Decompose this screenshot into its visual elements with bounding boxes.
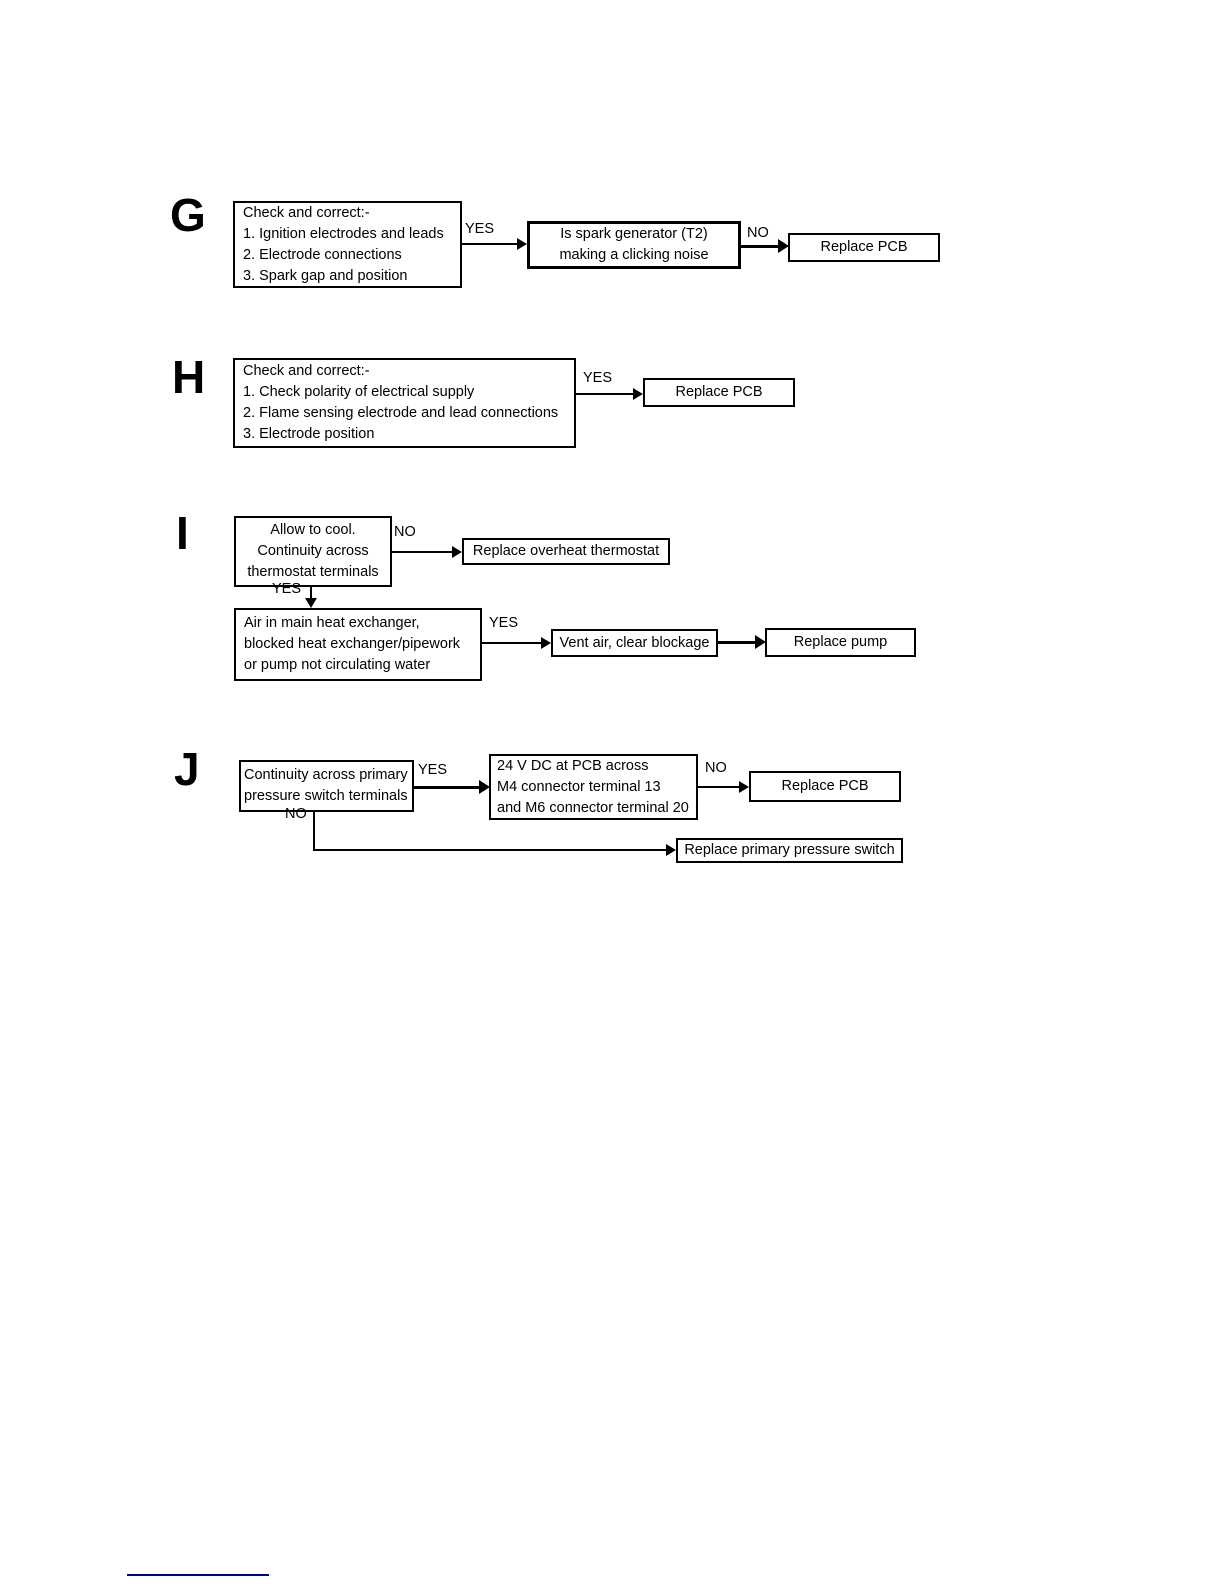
arrowhead-right-icon bbox=[739, 781, 749, 793]
arrow-line bbox=[482, 642, 541, 644]
box-text-line: making a clicking noise bbox=[559, 247, 709, 263]
section-h-label: H bbox=[172, 351, 206, 403]
box-text-line: Continuity across primary bbox=[244, 767, 408, 783]
arrow-line bbox=[718, 641, 755, 644]
arrowhead-down-icon bbox=[305, 598, 317, 608]
box-text-line: 3. Electrode position bbox=[243, 426, 375, 442]
box-text-line: 2. Electrode connections bbox=[243, 246, 402, 263]
box-text-line: or pump not circulating water bbox=[244, 657, 431, 673]
box-text-line: pressure switch terminals bbox=[244, 788, 408, 804]
box-text-line: blocked heat exchanger/pipework bbox=[244, 636, 461, 652]
footer-rule bbox=[127, 1574, 269, 1576]
no-label: NO bbox=[705, 760, 727, 776]
yes-label: YES bbox=[418, 762, 448, 778]
box-text-line: 1. Ignition electrodes and leads bbox=[243, 225, 444, 242]
arrow-line bbox=[576, 393, 634, 395]
arrow-line bbox=[313, 812, 315, 851]
box-text-line: Allow to cool. bbox=[270, 522, 356, 538]
arrowhead-right-icon bbox=[541, 637, 551, 649]
no-label: NO bbox=[747, 225, 769, 241]
box-thermostat-continuity bbox=[234, 516, 392, 587]
box-check-correct-ignition bbox=[233, 201, 462, 288]
box-text-line: 3. Spark gap and position bbox=[243, 267, 408, 284]
section-g-label: G bbox=[170, 189, 206, 241]
box-text-line: Is spark generator (T2) bbox=[560, 226, 708, 242]
box-text-line: Check and correct:- bbox=[243, 363, 370, 379]
box-text-line: Replace PCB bbox=[675, 384, 763, 400]
arrowhead-right-icon bbox=[517, 238, 527, 250]
box-text-line: Replace PCB bbox=[820, 239, 908, 255]
box-check-correct-flame-sensing bbox=[233, 358, 576, 448]
box-replace-overheat-thermostat bbox=[462, 538, 670, 565]
yes-label: YES bbox=[489, 615, 519, 631]
arrowhead-right-icon bbox=[452, 546, 462, 558]
box-text-line: thermostat terminals bbox=[247, 564, 379, 580]
arrow-line bbox=[741, 245, 780, 248]
section-j-label: J bbox=[174, 743, 200, 795]
arrow-line bbox=[462, 243, 518, 245]
box-text-line: 24 V DC at PCB across bbox=[497, 757, 649, 774]
box-text-line: Replace primary pressure switch bbox=[684, 842, 895, 858]
box-air-in-heat-exchanger bbox=[234, 608, 482, 681]
box-text-line: and M6 connector terminal 20 bbox=[497, 799, 689, 816]
yes-label: YES bbox=[272, 581, 302, 597]
box-text-line: Replace pump bbox=[793, 634, 888, 650]
arrow-line bbox=[698, 786, 739, 788]
box-vent-air-clear-blockage bbox=[551, 629, 718, 657]
box-spark-generator-question bbox=[527, 221, 741, 269]
box-24vdc-at-pcb bbox=[489, 754, 698, 820]
yes-label: YES bbox=[583, 370, 613, 386]
box-text-line: Check and correct:- bbox=[243, 204, 370, 221]
box-replace-pcb bbox=[788, 233, 940, 262]
arrow-line bbox=[392, 551, 452, 553]
arrow-line bbox=[313, 849, 666, 851]
no-label: NO bbox=[285, 806, 307, 822]
no-label: NO bbox=[394, 524, 416, 540]
box-replace-primary-pressure-switch bbox=[676, 838, 903, 863]
arrow-line bbox=[414, 786, 479, 789]
box-replace-pcb bbox=[749, 771, 901, 802]
section-i-label: I bbox=[176, 507, 189, 559]
box-text-line: Continuity across bbox=[257, 543, 369, 559]
box-replace-pump bbox=[765, 628, 916, 657]
box-text-line: Vent air, clear blockage bbox=[559, 634, 710, 651]
box-text-line: 2. Flame sensing electrode and lead connections bbox=[243, 405, 559, 421]
box-text-line: Replace PCB bbox=[781, 778, 869, 794]
box-replace-pcb bbox=[643, 378, 795, 407]
box-text-line: M4 connector terminal 13 bbox=[497, 778, 661, 795]
box-text-line: Replace overheat thermostat bbox=[472, 543, 660, 559]
box-text-line: Air in main heat exchanger, bbox=[244, 615, 420, 631]
arrowhead-right-icon bbox=[666, 844, 676, 856]
box-primary-pressure-switch-continuity bbox=[239, 760, 414, 812]
box-text-line: 1. Check polarity of electrical supply bbox=[243, 384, 475, 400]
arrowhead-right-icon bbox=[633, 388, 643, 400]
yes-label: YES bbox=[465, 221, 495, 237]
